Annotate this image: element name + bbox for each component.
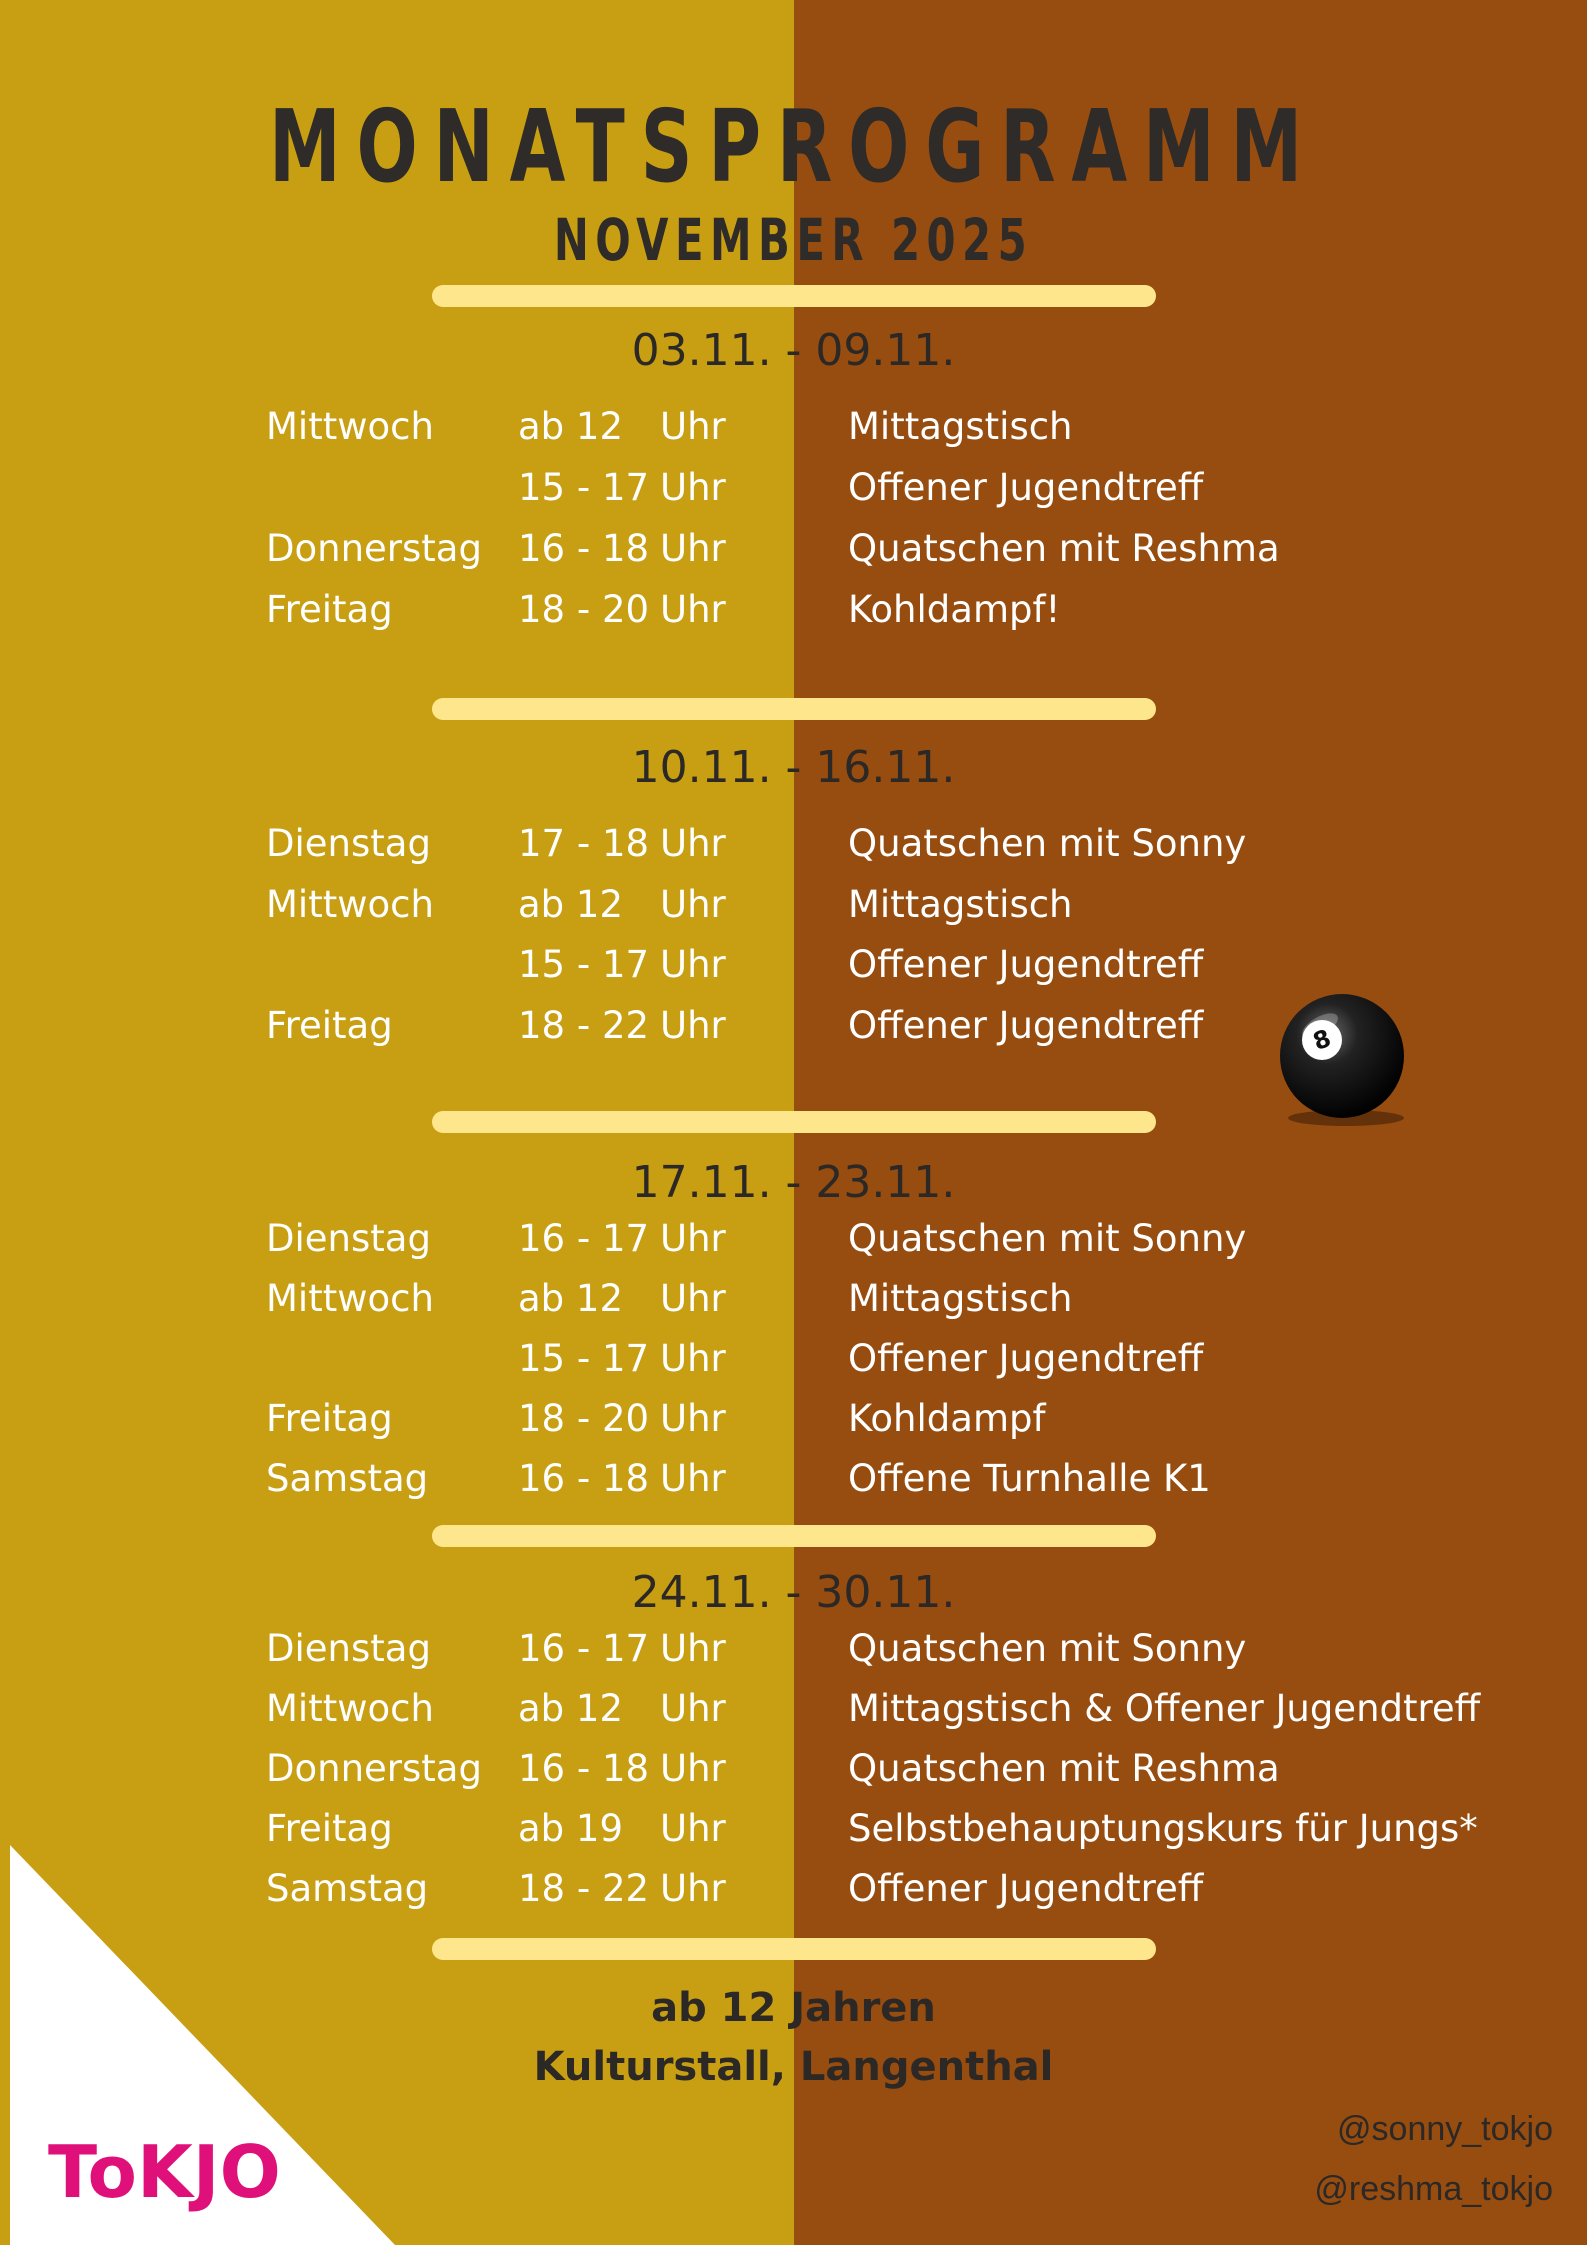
- time-label: 15 - 17: [518, 466, 650, 509]
- day-label: Dienstag: [266, 1217, 431, 1260]
- divider: [432, 285, 1156, 307]
- time-label: 18 - 20: [518, 1397, 650, 1440]
- activity-label: Mittagstisch & Offener Jugendtreff: [848, 1687, 1481, 1730]
- schedule-row: [0, 1457, 1587, 1507]
- uhr-label: Uhr: [660, 405, 726, 448]
- schedule-row: [0, 1217, 1587, 1267]
- activity-label: Quatschen mit Reshma: [848, 1747, 1280, 1790]
- activity-label: Mittagstisch: [848, 1277, 1073, 1320]
- tokjo-logo: ToKJO: [48, 2130, 281, 2214]
- day-label: Mittwoch: [266, 405, 434, 448]
- day-label: Freitag: [266, 1004, 393, 1047]
- activity-label: Offener Jugendtreff: [848, 1867, 1204, 1910]
- day-label: Mittwoch: [266, 1687, 434, 1730]
- page-subtitle: NOVEMBER 2025: [553, 206, 1034, 274]
- age-note: ab 12 Jahren: [651, 1985, 936, 2031]
- time-label: 16 - 17: [518, 1627, 650, 1670]
- activity-label: Offener Jugendtreff: [848, 1004, 1204, 1047]
- day-label: Freitag: [266, 1807, 393, 1850]
- uhr-label: Uhr: [660, 1457, 726, 1500]
- time-label: ab 12: [518, 1687, 624, 1730]
- week-heading: 10.11. - 16.11.: [631, 742, 956, 793]
- day-label: Freitag: [266, 1397, 393, 1440]
- schedule-row: [0, 943, 1587, 993]
- time-label: 16 - 17: [518, 1217, 650, 1260]
- uhr-label: Uhr: [660, 588, 726, 631]
- day-label: Samstag: [266, 1867, 429, 1910]
- activity-label: Offener Jugendtreff: [848, 943, 1204, 986]
- uhr-label: Uhr: [660, 822, 726, 865]
- activity-label: Kohldampf!: [848, 588, 1061, 631]
- schedule-row: [0, 588, 1587, 638]
- activity-label: Kohldampf: [848, 1397, 1046, 1440]
- uhr-label: Uhr: [660, 943, 726, 986]
- activity-label: Mittagstisch: [848, 405, 1073, 448]
- activity-label: Quatschen mit Sonny: [848, 1217, 1247, 1260]
- day-label: Freitag: [266, 588, 393, 631]
- schedule-row: [0, 1627, 1587, 1677]
- schedule-row: [0, 1687, 1587, 1737]
- day-label: Dienstag: [266, 1627, 431, 1670]
- schedule-row: [0, 1397, 1587, 1447]
- activity-label: Offener Jugendtreff: [848, 1337, 1204, 1380]
- time-label: ab 12: [518, 405, 624, 448]
- uhr-label: Uhr: [660, 1867, 726, 1910]
- billiard-8-ball-icon: [1272, 990, 1412, 1130]
- schedule-row: [0, 527, 1587, 577]
- time-label: 18 - 22: [518, 1004, 650, 1047]
- uhr-label: Uhr: [660, 466, 726, 509]
- uhr-label: Uhr: [660, 1747, 726, 1790]
- schedule-row: [0, 1337, 1587, 1387]
- uhr-label: Uhr: [660, 1004, 726, 1047]
- location-note: Kulturstall, Langenthal: [533, 2044, 1054, 2090]
- time-label: 15 - 17: [518, 943, 650, 986]
- uhr-label: Uhr: [660, 1337, 726, 1380]
- instagram-handle-reshma: @reshma_tokjo: [1314, 2170, 1553, 2208]
- time-label: 17 - 18: [518, 822, 650, 865]
- day-label: Samstag: [266, 1457, 429, 1500]
- day-label: Mittwoch: [266, 1277, 434, 1320]
- day-label: Donnerstag: [266, 527, 482, 570]
- schedule-row: [0, 1277, 1587, 1327]
- schedule-row: [0, 822, 1587, 872]
- divider: [432, 698, 1156, 720]
- day-label: Mittwoch: [266, 883, 434, 926]
- time-label: 16 - 18: [518, 1747, 650, 1790]
- divider: [432, 1938, 1156, 1960]
- time-label: 15 - 17: [518, 1337, 650, 1380]
- activity-label: Quatschen mit Sonny: [848, 1627, 1247, 1670]
- divider: [432, 1111, 1156, 1133]
- schedule-row: [0, 883, 1587, 933]
- activity-label: Offener Jugendtreff: [848, 466, 1204, 509]
- uhr-label: Uhr: [660, 527, 726, 570]
- ball-number: 8: [1309, 1023, 1335, 1057]
- uhr-label: Uhr: [660, 1627, 726, 1670]
- time-label: ab 19: [518, 1807, 624, 1850]
- activity-label: Selbstbehauptungskurs für Jungs*: [848, 1807, 1478, 1850]
- uhr-label: Uhr: [660, 1217, 726, 1260]
- time-label: 16 - 18: [518, 1457, 650, 1500]
- schedule-row: [0, 466, 1587, 516]
- uhr-label: Uhr: [660, 1807, 726, 1850]
- uhr-label: Uhr: [660, 1397, 726, 1440]
- instagram-handle-sonny: @sonny_tokjo: [1337, 2110, 1553, 2148]
- week-heading: 24.11. - 30.11.: [631, 1567, 956, 1618]
- uhr-label: Uhr: [660, 883, 726, 926]
- schedule-row: [0, 1747, 1587, 1797]
- activity-label: Quatschen mit Reshma: [848, 527, 1280, 570]
- time-label: 16 - 18: [518, 527, 650, 570]
- page-title: MONATSPROGRAMM: [269, 88, 1318, 205]
- time-label: 18 - 22: [518, 1867, 650, 1910]
- uhr-label: Uhr: [660, 1687, 726, 1730]
- day-label: Dienstag: [266, 822, 431, 865]
- activity-label: Mittagstisch: [848, 883, 1073, 926]
- time-label: ab 12: [518, 883, 624, 926]
- time-label: 18 - 20: [518, 588, 650, 631]
- activity-label: Quatschen mit Sonny: [848, 822, 1247, 865]
- activity-label: Offene Turnhalle K1: [848, 1457, 1211, 1500]
- uhr-label: Uhr: [660, 1277, 726, 1320]
- divider: [432, 1525, 1156, 1547]
- time-label: ab 12: [518, 1277, 624, 1320]
- week-heading: 03.11. - 09.11.: [631, 325, 956, 376]
- week-heading: 17.11. - 23.11.: [631, 1157, 956, 1208]
- schedule-row: [0, 405, 1587, 455]
- day-label: Donnerstag: [266, 1747, 482, 1790]
